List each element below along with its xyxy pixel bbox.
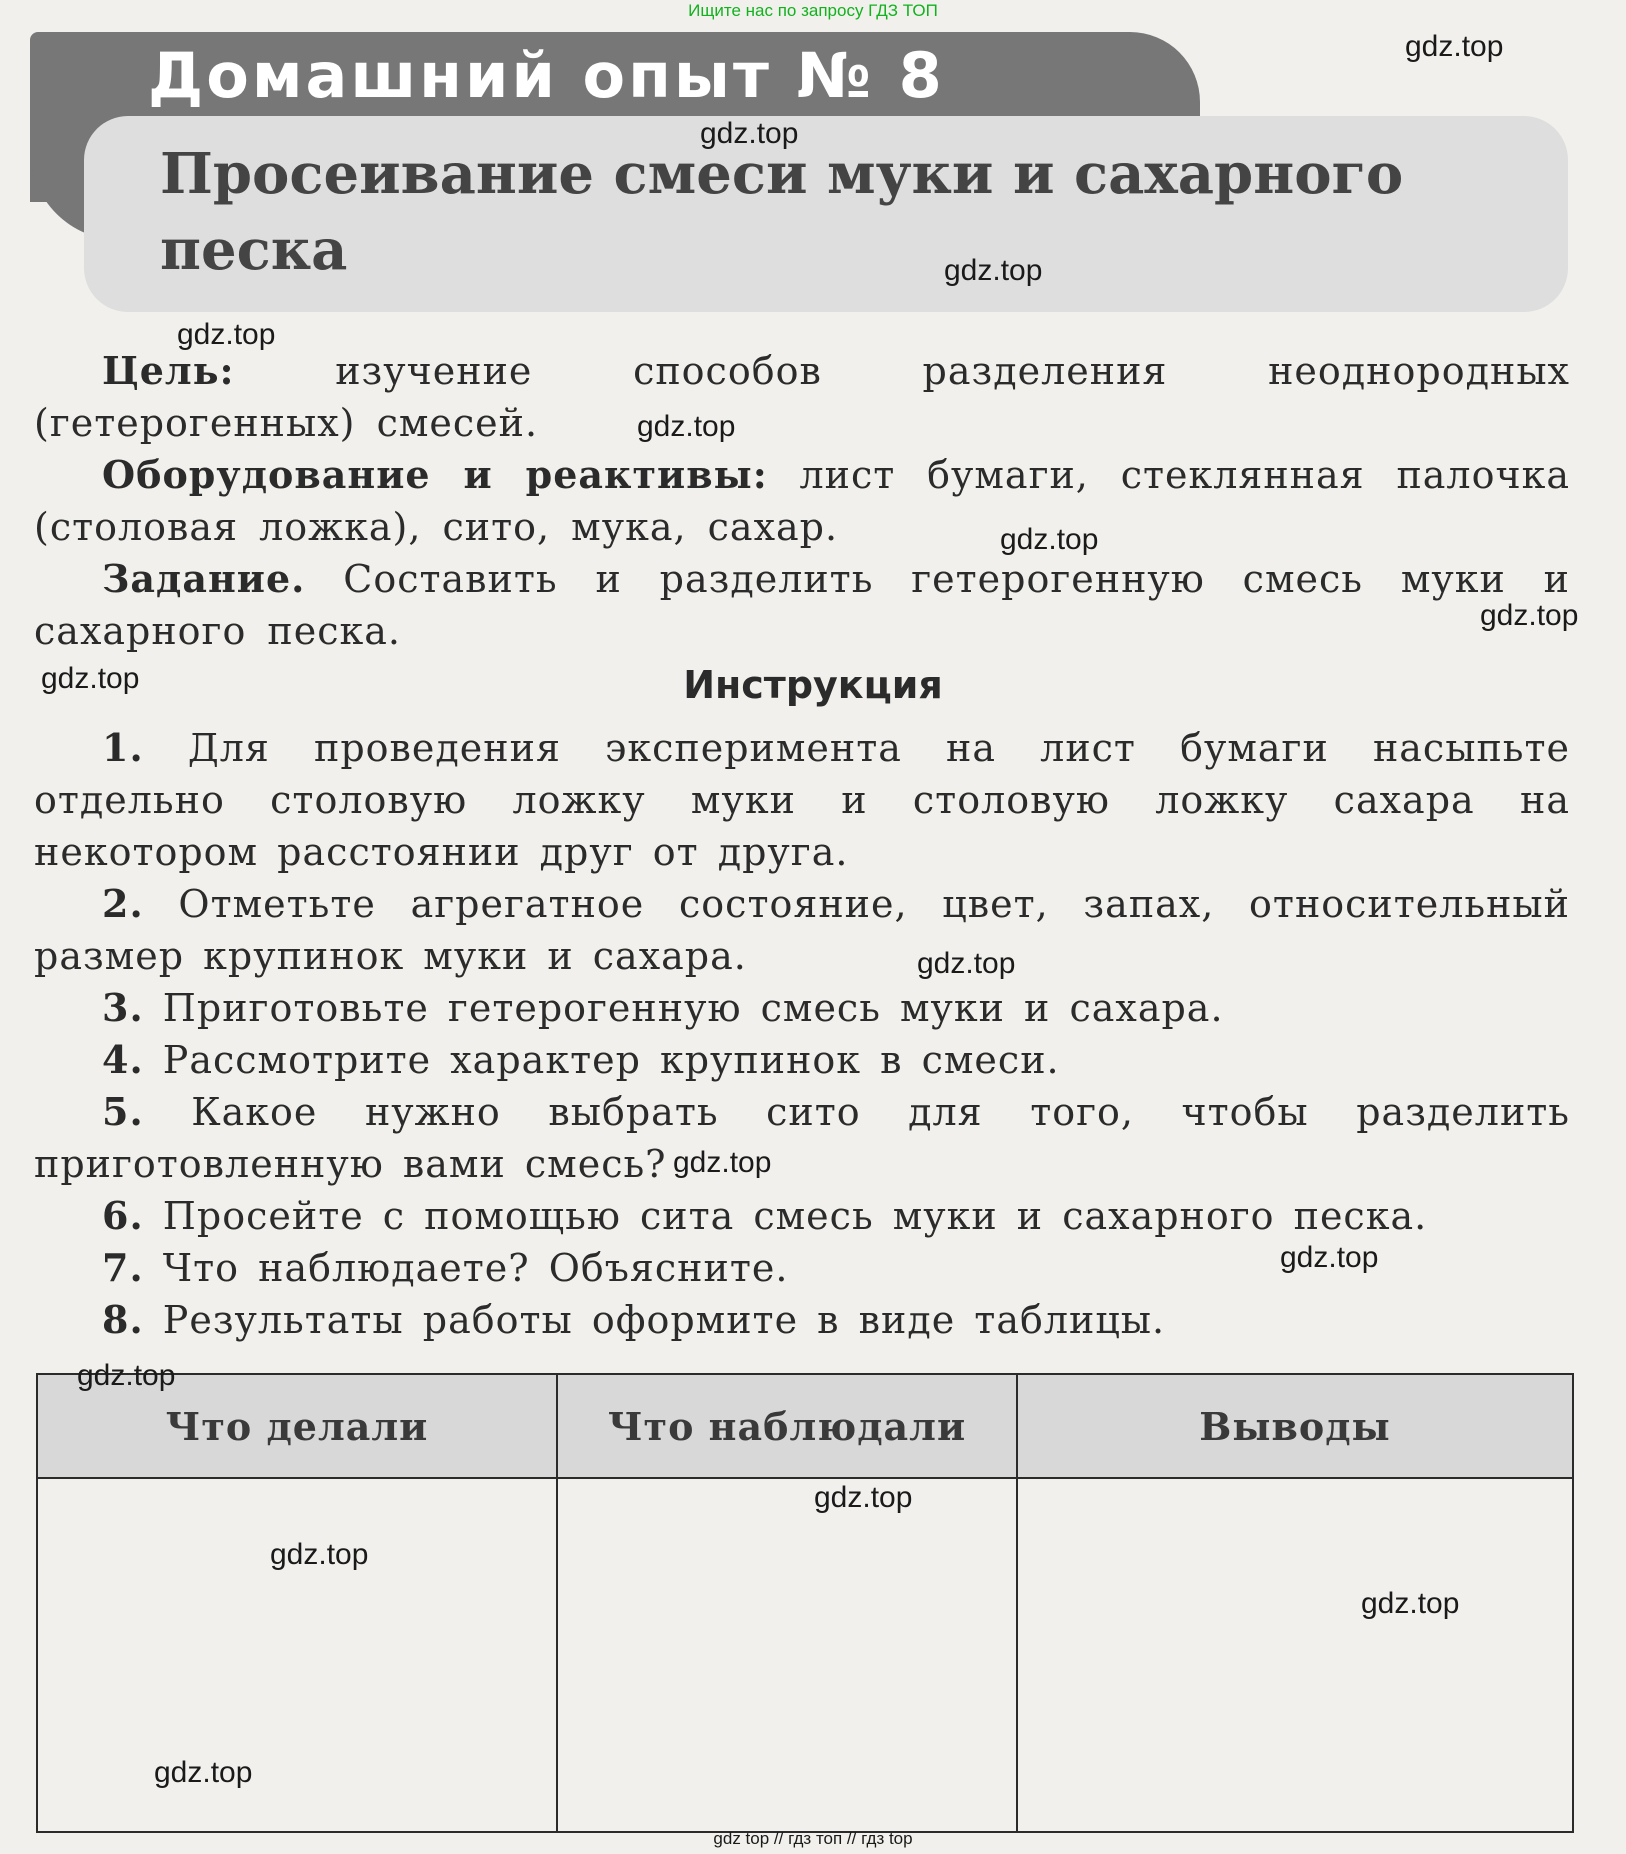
instructions-title: Инструкция xyxy=(683,663,943,707)
table-cell xyxy=(37,1478,557,1832)
table-header-row xyxy=(37,1374,1573,1478)
step-number: 6. xyxy=(102,1193,144,1238)
experiment-subtitle: Просеивание смеси муки и сахарного песка xyxy=(160,141,1404,283)
task-text: Составить и разделить гетерогенную смесь муки и сахарного песка. xyxy=(34,557,1570,653)
instruction-step xyxy=(34,1086,1570,1190)
watermark: gdz.top xyxy=(41,662,140,695)
instruction-step xyxy=(34,878,1570,982)
step-text: Рассмотрите характер крупинок в смеси. xyxy=(162,1038,1060,1082)
column-header: Что наблюдали xyxy=(557,1374,1017,1478)
step-number: 1. xyxy=(102,725,144,770)
table-cell xyxy=(1017,1478,1573,1832)
step-number: 5. xyxy=(102,1089,144,1134)
bottom-banner-text: gdz top // гдз топ // гдз top xyxy=(713,1829,913,1848)
watermark: gdz.top xyxy=(1280,1241,1379,1274)
step-text: Что наблюдаете? Объясните. xyxy=(162,1246,789,1290)
step-number: 8. xyxy=(102,1297,144,1342)
task-label: Задание. xyxy=(102,556,306,601)
step-number: 3. xyxy=(102,985,144,1030)
column-header: Выводы xyxy=(1017,1374,1573,1478)
goal-text: изучение способов разделения неоднородных (гетерогенных) смесей. xyxy=(34,349,1570,445)
watermark: gdz.top xyxy=(270,1538,369,1571)
watermark: gdz.top xyxy=(917,947,1016,980)
step-text: Результаты работы оформите в виде таблицы. xyxy=(162,1298,1166,1342)
experiment-title: Домашний опыт № 8 xyxy=(148,39,945,112)
instruction-step xyxy=(34,982,1570,1034)
watermark: gdz.top xyxy=(177,318,276,351)
equipment-label: Оборудование и реактивы: xyxy=(102,452,768,497)
equipment-text: лист бумаги, стеклянная палочка (столовая ложка), сито, мука, сахар. xyxy=(34,453,1570,549)
step-number: 2. xyxy=(102,881,144,926)
step-number: 7. xyxy=(102,1245,144,1290)
watermark: gdz.top xyxy=(637,410,736,443)
goal-paragraph xyxy=(34,345,1570,449)
step-text: Отметьте агрегатное состояние, цвет, запах, относительный размер крупинок муки и сахара. xyxy=(34,882,1570,978)
top-banner-text: Ищите нас по запросу ГДЗ ТОП xyxy=(688,1,938,20)
instruction-step xyxy=(34,1294,1570,1346)
step-text: Для проведения эксперимента на лист бумаги насыпьте отдельно столовую ложку муки и столовую ложку сахара на некотором расстоянии друг от друга. xyxy=(34,726,1570,874)
goal-label: Цель: xyxy=(102,348,235,393)
step-number: 4. xyxy=(102,1037,144,1082)
table-row xyxy=(37,1478,1573,1832)
results-table xyxy=(36,1373,1574,1833)
equipment-paragraph xyxy=(34,449,1570,553)
watermark: gdz.top xyxy=(1480,599,1579,632)
step-text: Приготовьте гетерогенную смесь муки и сахара. xyxy=(162,986,1224,1030)
watermark: gdz.top xyxy=(1361,1587,1460,1620)
step-text: Какое нужно выбрать сито для того, чтобы разделить приготовленную вами смесь? xyxy=(34,1090,1570,1186)
watermark: gdz.top xyxy=(944,254,1043,287)
column-header: Что делали xyxy=(37,1374,557,1478)
instruction-step xyxy=(34,1190,1570,1242)
watermark: gdz.top xyxy=(154,1756,253,1789)
watermark: gdz.top xyxy=(77,1359,176,1392)
task-paragraph xyxy=(34,553,1570,657)
watermark: gdz.top xyxy=(1405,30,1504,63)
watermark: gdz.top xyxy=(700,117,799,150)
step-text: Просейте с помощью сита смесь муки и сахарного песка. xyxy=(162,1194,1428,1238)
watermark: gdz.top xyxy=(814,1481,913,1514)
table-cell xyxy=(557,1478,1017,1832)
watermark: gdz.top xyxy=(1000,523,1099,556)
instruction-step xyxy=(34,1034,1570,1086)
instruction-step xyxy=(34,722,1570,878)
watermark: gdz.top xyxy=(673,1146,772,1179)
